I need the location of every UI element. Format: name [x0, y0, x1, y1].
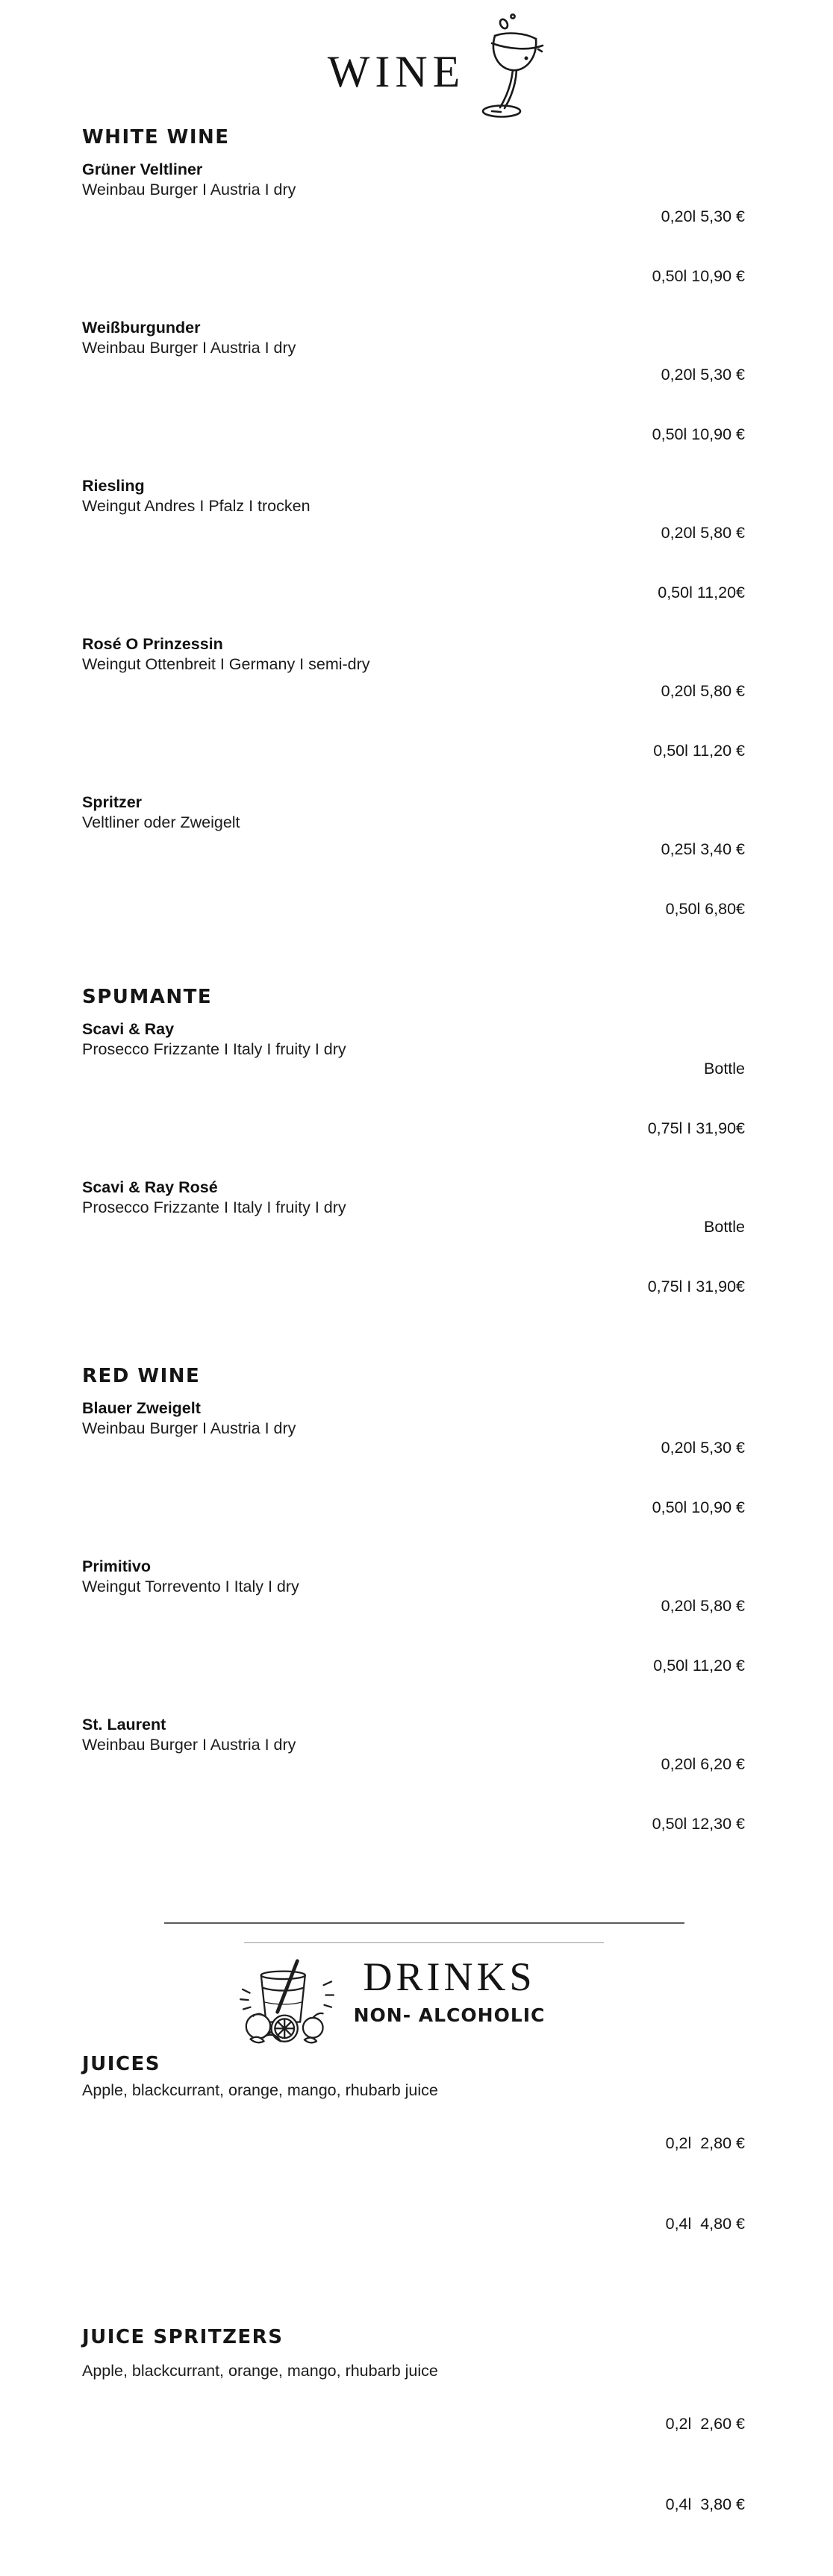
item-name: Rosé O Prinzessin — [82, 635, 223, 653]
section-heading-red-wine: RED WINE — [82, 1365, 201, 1387]
item-desc: Prosecco Frizzante I Italy I fruity I dry — [82, 1198, 346, 1216]
drinks-subtitle: NON- ALCOHOLIC — [353, 2004, 546, 2026]
item-price-small: 0,20l 5,80 € — [661, 524, 745, 542]
item-desc: Weingut Torrevento I Italy I dry — [82, 1577, 299, 1595]
section-white-wine — [82, 125, 745, 951]
item-name: Primitivo — [82, 1557, 151, 1575]
juices-price-small: 0,2l 2,80 € — [665, 2134, 745, 2152]
section-heading-juice-spritzers: JUICE SPRITZERS — [82, 2326, 284, 2348]
item-price-large: 0,50l 10,90 € — [652, 266, 745, 285]
item-price-large: 0,50l 11,20 € — [653, 1656, 745, 1675]
divider-line-long — [164, 1922, 684, 1924]
item-price-large: 0,50l 11,20€ — [658, 583, 745, 601]
item-price-bottle: 0,75l I 31,90€ — [647, 1277, 745, 1295]
item-price-large: 0,50l 10,90 € — [652, 1498, 745, 1516]
item-price-small: 0,20l 6,20 € — [661, 1755, 745, 1773]
item-name: Blauer Zweigelt — [82, 1399, 201, 1417]
item-desc: Weingut Ottenbreit I Germany I semi-dry — [82, 654, 370, 673]
item-desc: Weinbau Burger I Austria I dry — [82, 180, 296, 198]
item-name: Scavi & Ray Rosé — [82, 1178, 218, 1196]
section-heading-juices: JUICES — [82, 2053, 161, 2075]
section-heading-white-wine: WHITE WINE — [82, 126, 230, 149]
menu-item-gruener-veltliner — [82, 160, 745, 318]
menu-item-spritzer — [82, 793, 745, 951]
menu-item-rose-o-prinzessin — [82, 634, 745, 793]
section-spumante — [82, 985, 745, 1336]
item-price-small: 0,20l 5,30 € — [661, 366, 745, 384]
item-price-small: 0,25l 3,40 € — [661, 840, 745, 858]
red-wine-items — [82, 1398, 745, 1873]
item-name: Weißburgunder — [82, 319, 201, 337]
drinks-title: DRINKS — [363, 1954, 536, 1999]
item-price-large: 0,50l 10,90 € — [652, 425, 745, 443]
wine-title: WINE — [327, 47, 466, 96]
item-price-small: 0,20l 5,30 € — [661, 207, 745, 225]
juices-row — [82, 2081, 745, 2295]
wine-glass-icon — [469, 12, 544, 124]
juice-spritzers-row — [82, 2361, 745, 2576]
juice-spritzers-price-small: 0,2l 2,60 € — [665, 2415, 745, 2433]
item-desc: Prosecco Frizzante I Italy I fruity I dry — [82, 1040, 346, 1058]
menu-item-st-laurent — [82, 1715, 745, 1873]
item-name: Riesling — [82, 477, 145, 495]
menu-item-primitivo — [82, 1557, 745, 1715]
menu-item-weissburgunder — [82, 318, 745, 476]
item-price-small: 0,20l 5,80 € — [661, 682, 745, 700]
item-name: Scavi & Ray — [82, 1020, 175, 1038]
item-name: Spritzer — [82, 793, 143, 811]
item-name: St. Laurent — [82, 1716, 166, 1734]
item-desc: Weinbau Burger I Austria I dry — [82, 338, 296, 357]
menu-item-blauer-zweigelt — [82, 1398, 745, 1557]
white-wine-items — [82, 160, 745, 951]
item-price-large: 0,50l 12,30 € — [652, 1814, 745, 1833]
menu-item-scavi-ray-rose — [82, 1178, 745, 1336]
section-juice-spritzers — [82, 2325, 745, 2576]
wine-title-row — [127, 19, 745, 125]
item-price-large: 0,50l 6,80€ — [665, 899, 745, 918]
juice-spritzers-price-large: 0,4l 3,80 € — [665, 2495, 745, 2513]
drinks-header — [37, 1952, 745, 2046]
item-desc: Veltliner oder Zweigelt — [82, 813, 240, 831]
section-heading-spumante: SPUMANTE — [82, 986, 213, 1008]
spumante-items — [82, 1019, 745, 1336]
item-price-small: 0,20l 5,30 € — [661, 1439, 745, 1457]
item-desc: Weinbau Burger I Austria I dry — [82, 1419, 296, 1437]
juices-desc: Apple, blackcurrant, orange, mango, rhubarb juice — [82, 2081, 438, 2099]
item-desc: Weingut Andres I Pfalz I trocken — [82, 496, 311, 515]
section-juices — [82, 2052, 745, 2295]
item-name: Grüner Veltliner — [82, 160, 203, 178]
item-price-bottle: 0,75l I 31,90€ — [647, 1119, 745, 1137]
juices-price-large: 0,4l 4,80 € — [665, 2215, 745, 2233]
menu-item-scavi-ray — [82, 1019, 745, 1178]
item-price-large: 0,50l 11,20 € — [653, 741, 745, 760]
item-price-label: Bottle — [704, 1060, 745, 1078]
menu-item-riesling — [82, 476, 745, 634]
item-price-small: 0,20l 5,80 € — [661, 1597, 745, 1615]
juice-spritzers-desc: Apple, blackcurrant, orange, mango, rhubarb juice — [82, 2362, 438, 2380]
section-red-wine — [82, 1364, 745, 1873]
item-price-label: Bottle — [704, 1218, 745, 1236]
divider-line-short — [244, 1942, 604, 1943]
juice-glass-icon — [237, 1958, 337, 2046]
item-desc: Weinbau Burger I Austria I dry — [82, 1735, 296, 1754]
